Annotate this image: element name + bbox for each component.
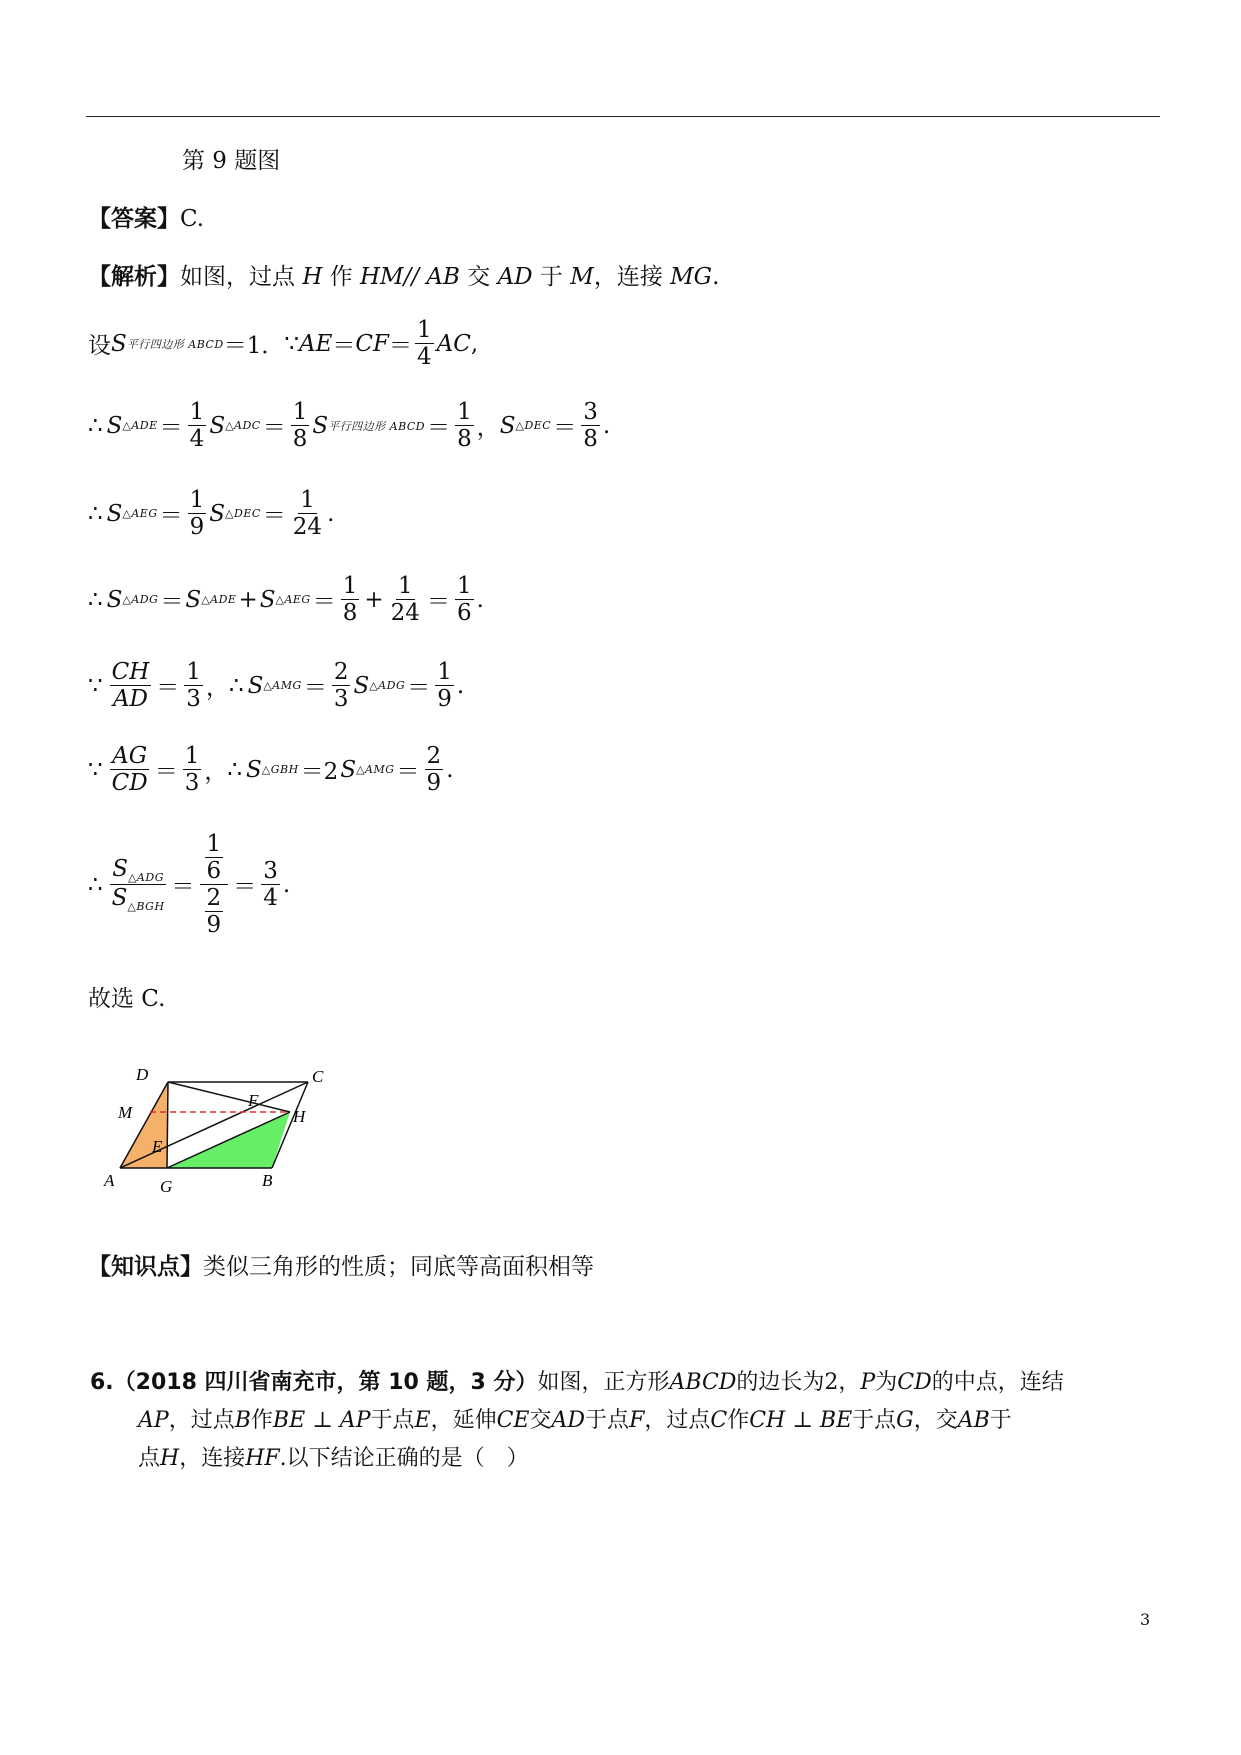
eq-text: ， [476, 415, 500, 442]
eq-text: ＝ [427, 415, 451, 442]
area-subscript: △ADG [127, 870, 164, 884]
fraction [389, 574, 422, 625]
denominator: 8 [583, 426, 598, 453]
denominator: 6 [206, 858, 222, 885]
q-text: 交 [529, 1408, 552, 1433]
eq-text: . [602, 412, 611, 439]
eq-text: . [327, 500, 335, 527]
area-symbol: S [209, 412, 226, 439]
denominator: 8 [342, 600, 358, 627]
knowledge-line [88, 1248, 594, 1281]
area-symbol: S [106, 412, 123, 439]
area-symbol: S [106, 500, 123, 527]
point-h: H [160, 1446, 180, 1471]
area-symbol: S [245, 756, 262, 783]
fraction [261, 859, 280, 910]
eq-text: ＝ [160, 589, 184, 616]
q-text: 于点 [370, 1408, 415, 1433]
q-text: 如图，正方形 [537, 1370, 670, 1395]
eq-text: . [446, 756, 454, 783]
denominator: 8 [457, 426, 472, 453]
segment-ae: AE [299, 330, 333, 357]
because-symbol: ∵ [88, 756, 103, 783]
area-symbol: S [340, 756, 357, 783]
area-subscript: △BGH [127, 900, 165, 914]
segment-mg: MG [670, 264, 713, 290]
numerator: 1 [189, 487, 205, 513]
denominator: CD [111, 770, 148, 797]
therefore-symbol: ∴ [88, 500, 103, 527]
segment-dh [168, 1082, 290, 1112]
fraction [110, 660, 152, 711]
label-m: M [118, 1103, 133, 1122]
q-text: .以下结论正确的是（ ） [279, 1446, 529, 1471]
point-p: P [860, 1370, 876, 1395]
area-symbol: S [185, 586, 202, 613]
denominator: 4 [263, 885, 278, 912]
eq-text: ＝ [156, 675, 180, 702]
eq-text: ＝ [171, 874, 195, 901]
fraction [183, 744, 202, 795]
point-g: G [896, 1408, 914, 1433]
analysis-text: 于 [532, 264, 571, 290]
area-ratio-fraction [110, 857, 167, 913]
numerator: 1 [397, 573, 413, 599]
q-text: 的中点，连结 [931, 1370, 1064, 1395]
q-text: ，过点 [644, 1408, 711, 1433]
area-subscript: △DEC [225, 507, 261, 521]
area-subscript: 平行四边形 ABCD [328, 419, 426, 433]
eq-text: ＝ [553, 415, 577, 442]
eq-text: . [476, 586, 484, 613]
eq-text: ＝ [154, 759, 178, 786]
point-b: B [234, 1408, 251, 1433]
fraction [188, 488, 207, 539]
q-text: ，过点 [168, 1408, 235, 1433]
denominator: 3 [186, 686, 201, 713]
knowledge-label: 【知识点】 [88, 1254, 203, 1280]
numerator: 1 [342, 573, 358, 599]
label-e: E [152, 1137, 163, 1156]
area-subscript: △ADG [369, 679, 406, 693]
numerator: 1 [189, 399, 205, 425]
numerator: 1 [186, 659, 201, 685]
denominator: 4 [189, 426, 205, 453]
area-symbol: S [353, 672, 370, 699]
denominator: 24 [390, 600, 420, 627]
numerator: 1 [300, 487, 315, 513]
eq-text: ＝ [396, 759, 420, 786]
area-subscript: △GBH [261, 763, 299, 777]
numerator: AG [112, 743, 148, 769]
label-h: H [293, 1107, 306, 1126]
q-text: 点 [138, 1446, 161, 1471]
because-symbol: ∵ [88, 672, 103, 699]
numerator: 3 [263, 858, 278, 885]
q-text: 于 [989, 1408, 1012, 1433]
header-rule [86, 116, 1160, 117]
denominator: 24 [292, 514, 323, 541]
fraction [455, 400, 474, 451]
fraction [415, 318, 434, 369]
segment-ad: AD [551, 1408, 586, 1433]
eq-text: ＝2 [300, 759, 339, 786]
fraction [332, 660, 351, 711]
numerator: 1 [184, 743, 200, 769]
numerator: 2 [206, 885, 222, 912]
therefore-symbol: ∴ [88, 412, 103, 439]
q-text: 作 [250, 1408, 273, 1433]
area-subscript: △AEG [122, 507, 158, 521]
square-abcd: ABCD [669, 1370, 737, 1395]
be-perp-ap: BE ⊥ AP [272, 1408, 371, 1433]
area-subscript: △DEC [515, 419, 552, 433]
eq-text: ＝ [426, 589, 450, 616]
analysis-label: 【解析】 [88, 264, 180, 290]
equation-6 [88, 744, 454, 795]
denominator: 9 [426, 770, 442, 797]
eq-text: ＝ [303, 675, 327, 702]
plus-sign: + [238, 586, 258, 613]
point-m: M [570, 264, 594, 290]
therefore-symbol: ∴ [88, 586, 103, 613]
therefore-symbol: ∴ [227, 756, 242, 783]
conclusion: 故选 C. [88, 986, 166, 1012]
label-d: D [136, 1065, 149, 1084]
segment-dg [167, 1082, 168, 1168]
numerator: 2 [426, 743, 442, 769]
numerator: 1 [457, 399, 472, 425]
segment-ce: CE [496, 1408, 530, 1433]
q-text: ，延伸 [430, 1408, 497, 1433]
eq-text: ＝ [159, 415, 183, 442]
eq-text: ＝ [262, 415, 286, 442]
denominator: 3 [184, 770, 200, 797]
area-subscript: △ADE [122, 419, 158, 433]
fraction [184, 660, 203, 711]
analysis-line [88, 258, 719, 291]
point-c: C [710, 1408, 728, 1433]
q-text: 于点 [852, 1408, 897, 1433]
area-symbol: S [312, 412, 329, 439]
question-header: 6.（2018 四川省南充市，第 10 题，3 分） [90, 1370, 538, 1395]
equation-7 [88, 832, 290, 938]
numerator: 1 [437, 659, 452, 685]
area-subscript: 平行四边形 ABCD [126, 337, 224, 351]
area-subscript: △AMG [356, 763, 395, 777]
q6-line-2 [90, 1402, 1160, 1440]
eq-text: ＝ [159, 503, 183, 530]
denominator: 3 [333, 686, 349, 713]
label-f: F [248, 1091, 259, 1110]
eq-text: ＝ [332, 333, 356, 360]
fraction [205, 886, 224, 937]
numerator: 1 [206, 831, 222, 857]
eq-text: ， [204, 759, 228, 786]
point-e: E [414, 1408, 431, 1433]
fraction [291, 488, 324, 539]
equation-4 [88, 574, 484, 625]
area-symbol: S [209, 500, 226, 527]
eq-text: ＝ [312, 589, 336, 616]
eq-text: 设 [88, 333, 111, 360]
analysis-text: 作 [322, 264, 360, 290]
numerator: 3 [583, 399, 598, 425]
parallelogram-figure [100, 1060, 340, 1200]
q-text: 为 [875, 1370, 898, 1395]
ch-perp-be: CH ⊥ BE [749, 1408, 853, 1433]
numerator: CH [111, 659, 150, 685]
analysis-text: ，连接 [593, 264, 671, 290]
eq-text: ， [205, 675, 229, 702]
area-subscript: △ADC [225, 419, 261, 433]
eq-text: ＝ [262, 503, 286, 530]
point-f: F [629, 1408, 645, 1433]
therefore-symbol: ∴ [228, 672, 244, 699]
eq-text: , [470, 330, 479, 357]
eq-text: ＝ [407, 675, 431, 702]
fraction [435, 660, 454, 711]
equation-3 [88, 488, 334, 539]
q6-line-3 [90, 1440, 1160, 1478]
area-subscript: △ADG [122, 593, 159, 607]
page-number: 3 [1140, 1610, 1151, 1629]
denominator: 8 [292, 426, 308, 453]
area-symbol: S [499, 412, 516, 439]
equation-5 [88, 660, 464, 711]
segment-hf: HF [245, 1446, 280, 1471]
q-text: 的边长为2， [736, 1370, 861, 1395]
fraction [205, 832, 224, 883]
hm-parallel-ab: HM// AB [360, 264, 460, 290]
fraction [341, 574, 360, 625]
eq-text: ＝ [233, 874, 257, 901]
analysis-text: . [712, 264, 720, 290]
numerator: 1 [456, 573, 472, 599]
analysis-text: 交 [459, 264, 498, 290]
fraction [291, 400, 310, 451]
area-symbol: S [112, 855, 128, 882]
area-symbol: S [259, 586, 276, 613]
question-6 [90, 1364, 1160, 1478]
denominator: 9 [437, 686, 452, 713]
area-symbol: S [106, 586, 123, 613]
q-text: 于点 [585, 1408, 630, 1433]
segment-ap: AP [138, 1408, 169, 1433]
answer-value: C. [180, 206, 205, 232]
label-b: B [262, 1171, 273, 1190]
compound-fraction [200, 832, 229, 938]
because-symbol: ∵ [284, 330, 300, 357]
eq-text: ＝ [388, 333, 412, 360]
fraction [188, 400, 207, 451]
label-g: G [160, 1177, 173, 1196]
eq-text: . [456, 672, 465, 699]
answer-label: 【答案】 [88, 206, 180, 232]
segment-cf: CF [355, 330, 389, 357]
area-symbol: S [111, 330, 127, 357]
equation-2 [88, 400, 610, 451]
eq-text: ＝1． [223, 333, 285, 360]
segment-ad: AD [497, 264, 533, 290]
label-c: C [312, 1067, 324, 1086]
fraction [110, 744, 150, 795]
segment-ab: AB [957, 1408, 990, 1433]
fraction [425, 744, 444, 795]
label-a: A [104, 1171, 115, 1190]
q-text: 作 [727, 1408, 750, 1433]
numerator: 2 [333, 659, 349, 685]
equation-1 [88, 318, 478, 369]
numerator: 1 [416, 317, 432, 343]
point-h: H [302, 264, 323, 290]
plus-sign: + [364, 586, 384, 613]
area-symbol: S [247, 672, 264, 699]
segment-cd: CD [897, 1370, 932, 1395]
fraction [455, 574, 474, 625]
knowledge-text: 类似三角形的性质；同底等高面积相等 [203, 1254, 594, 1280]
area-subscript: △AMG [263, 679, 302, 693]
figure-caption: 第 9 题图 [182, 148, 281, 174]
therefore-symbol: ∴ [88, 871, 103, 898]
denominator: 6 [456, 600, 472, 627]
segment-ac: AC [436, 330, 471, 357]
denominator: 9 [206, 912, 222, 939]
fraction [581, 400, 600, 451]
denominator: 9 [189, 514, 205, 541]
area-subscript: △ADE [201, 593, 237, 607]
eq-text: . [282, 871, 291, 898]
analysis-text: 如图，过点 [180, 264, 303, 290]
denominator: 4 [416, 344, 432, 371]
answer-line [88, 200, 204, 233]
area-subscript: △AEG [275, 593, 311, 607]
q-text: ，连接 [179, 1446, 246, 1471]
denominator: AD [112, 686, 148, 713]
q-text: ，交 [913, 1408, 958, 1433]
numerator: 1 [292, 399, 308, 425]
area-symbol: S [111, 885, 128, 912]
